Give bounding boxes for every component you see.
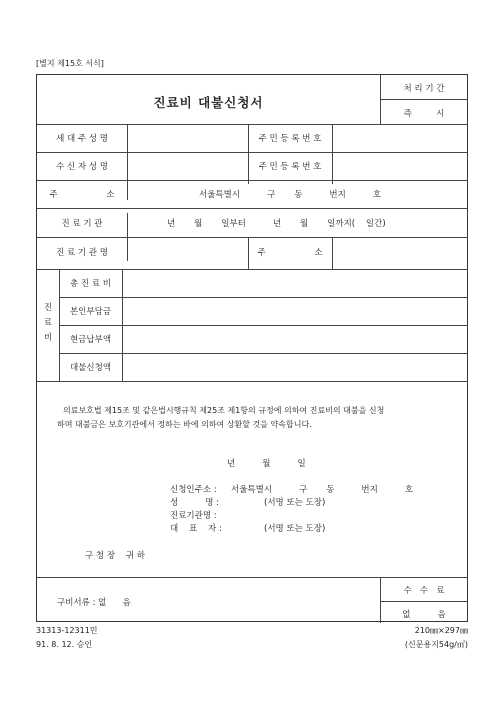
- row-rule: [37, 152, 468, 153]
- treatment-period-label: 진 료 기 관: [61, 219, 103, 229]
- cost-rule: [59, 353, 468, 354]
- institution-name-label: 진 료 기 관 명: [56, 248, 108, 258]
- cost-side-char: 비: [43, 333, 53, 343]
- addressee: 구 청 장 귀 하: [85, 551, 145, 561]
- recipient-id-label: 주 민 등 록 번 호: [258, 162, 322, 172]
- row-rule: [37, 208, 468, 209]
- cost-rule: [59, 297, 468, 298]
- row-rule: [37, 180, 468, 181]
- cost-side-char: 료: [43, 318, 53, 328]
- statement-line: 의료보호법 제15조 및 같은법시행규칙 제25조 제1항의 규정에 의하여 진료비의 대불을 신청: [63, 406, 385, 415]
- row-rule: [37, 381, 468, 382]
- treatment-period-value: 년 월 일부터 년 월 일까지( 일간): [167, 219, 386, 229]
- date-line: 년 월 일: [227, 459, 306, 469]
- total-cost-label: 총 진 료 비: [70, 279, 111, 289]
- application-form: [36, 74, 468, 622]
- row-rule: [37, 124, 468, 125]
- paper-size: 210㎜×297㎜: [414, 626, 468, 635]
- mid-divider: [332, 124, 333, 184]
- processing-period-label: 처 리 기 간: [403, 84, 445, 94]
- paper-type: (신문용지54g/㎡): [404, 640, 468, 649]
- representative-signature-hint: (서명 또는 도장): [264, 524, 326, 534]
- processing-period-value: 즉 시: [403, 109, 445, 119]
- self-pay-label: 본인부담금: [69, 307, 112, 317]
- recipient-name-label: 수 신 자 성 명: [56, 162, 108, 172]
- address-value: 서울특별시 구 동 번지 호: [199, 190, 382, 200]
- label-column-divider: [127, 124, 128, 200]
- applicant-name-label: 성 명 :: [170, 498, 220, 508]
- fee-value: 없 음: [402, 610, 446, 620]
- fee-label: 수 수 료: [403, 586, 445, 596]
- page-title: 진료비 대불신청서: [153, 95, 264, 110]
- institution-name-line: 진료기관명 :: [170, 511, 217, 521]
- institution-address-label: 주 소: [257, 248, 323, 258]
- row-rule: [37, 577, 468, 578]
- address-label: 주 소: [49, 190, 115, 200]
- cost-side-label: [37, 301, 59, 346]
- cash-paid-label: 현금납부액: [69, 335, 112, 345]
- form-code: 31313-12311민: [36, 626, 98, 635]
- statement-line: 하며 대불금은 보호기관에서 정하는 바에 의하여 상환할 것을 약속합니다.: [57, 420, 312, 429]
- title-rule: [380, 99, 468, 100]
- attachments: 구비서류 : 없 음: [57, 598, 131, 608]
- row-rule: [37, 269, 468, 270]
- form-number: [별지 제15호 서식]: [36, 59, 104, 68]
- householder-id-label: 주 민 등 록 번 호: [258, 134, 322, 144]
- claim-amount-label: 대불신청액: [69, 363, 112, 373]
- applicant-address-value: 서울특별시 구 동 번지 호: [231, 485, 414, 495]
- mid-divider: [332, 237, 333, 269]
- approval-date: 91. 8. 12. 승인: [36, 640, 93, 649]
- representative-label: 대 표 자 :: [170, 524, 222, 534]
- fee-rule: [380, 601, 468, 602]
- applicant-signature-hint: (서명 또는 도장): [264, 498, 326, 508]
- cost-side-char: 진: [43, 303, 53, 313]
- householder-name-label: 세 대 주 성 명: [56, 134, 108, 144]
- row-rule: [37, 237, 468, 238]
- cost-rule: [59, 325, 468, 326]
- applicant-address-label: 신청인주소 :: [170, 485, 217, 495]
